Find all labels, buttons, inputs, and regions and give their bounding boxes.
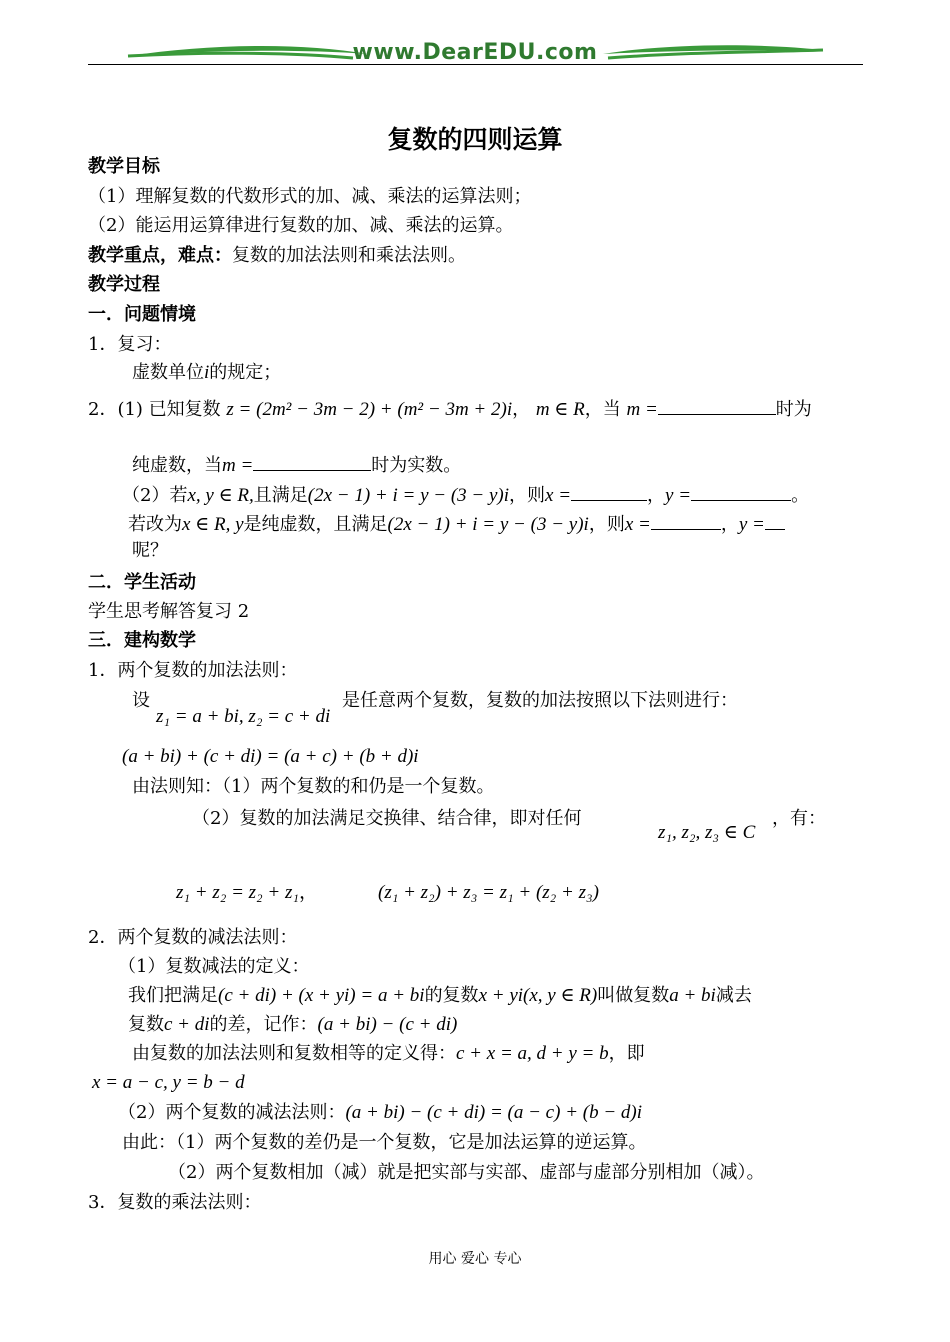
footer-motto: 用心 爱心 专心 [428,1251,522,1267]
focus-line [88,245,466,267]
answer-blank[interactable] [658,396,776,415]
focus-label: 教学重点，难点： [88,245,232,266]
page-title: 复数的四则运算 [387,125,563,154]
imaginary-unit-rule: 虚数单位i的规定； [132,362,282,383]
subtraction-solution: x = a − c, y = b − d [92,1072,245,1093]
addition-desc: 是任意两个复数，复数的加法按照以下法则进行： [342,690,738,711]
review-label: 1．复习： [88,334,172,355]
addition-formula: (a + bi) + (c + di) = (a + c) + (b + d)i [122,746,419,767]
section-2-text: 学生思考解答复习 2 [88,601,250,622]
question-3: （2）若x, y ∈ R,且满足(2x − 1) + i = y − (3 − y)i，则x = ，y = 。 [122,482,809,507]
subtraction-def-line-1: 我们把满足(c + di) + (x + yi) = a + bi的复数x + yi(x, y ∈ R)叫做复数a + bi减去 [128,985,752,1006]
answer-blank[interactable] [765,511,785,530]
addition-let: 设 [132,690,150,711]
goal-item-1: （1）理解复数的代数形式的加、减、乘法的运算法则； [88,186,532,207]
subtraction-def-title: （1）复数减法的定义： [118,956,310,977]
section-3-heading: 三．建构数学 [88,630,196,651]
subtraction-derivation: 由复数的加法法则和复数相等的定义得：c + x = a, d + y = b，即 [132,1043,645,1064]
header-rule [88,64,863,65]
addition-law-set: z₁, z₂, z₃ ∈ C [658,822,756,843]
answer-blank[interactable] [253,452,371,471]
multiplication-title: 3．复数的乘法法则： [88,1192,262,1213]
subtraction-title: 2．两个复数的减法法则： [88,927,298,948]
addition-know: 由法则知：（1）两个复数的和仍是一个复数。 [132,776,495,797]
addition-law: （2）复数的加法满足交换律、结合律，即对任何 [192,808,582,829]
addition-title: 1．两个复数的加法法则： [88,660,298,681]
question-4: 若改为x ∈ R, y是纯虚数，且满足(2x − 1) + i = y − (3 − y)i，则x = ，y = [128,511,785,536]
complex-z-expression: z = (2m² − 3m − 2) + (m² − 3m + 2)i [226,399,513,420]
section-2-heading: 二．学生活动 [88,572,196,593]
goals-heading: 教学目标 [88,156,160,177]
goal-item-2: （2）能运用运算律进行复数的加、减、乘法的运算。 [88,215,514,236]
question-4-end: 呢？ [132,540,168,561]
subtraction-conclusion-2: （2）两个复数相加（减）就是把实部与实部、虚部与虚部分别相加（减）。 [168,1162,765,1183]
answer-blank[interactable] [651,511,721,530]
subtraction-rule: （2）两个复数的减法法则：(a + bi) − (c + di) = (a − c) + (b − d)i [118,1102,643,1123]
answer-blank[interactable] [691,482,791,501]
commutative-law: z₁ + z₂ = z₂ + z₁， [176,882,318,903]
process-heading: 教学过程 [88,274,160,295]
site-url: www.DearEDU.com [352,40,598,65]
associative-law: (z₁ + z₂) + z₃ = z₁ + (z₂ + z₃) [378,882,599,903]
question-2-line-1: 2．(1) 已知复数 z = (2m² − 3m − 2) + (m² − 3m + 2)i， m ∈ R，当 m = 时为 [88,396,812,421]
subtraction-conclusion-1: 由此：（1）两个复数的差仍是一个复数，它是加法运算的逆运算。 [122,1132,647,1153]
focus-text: 复数的加法法则和乘法法则。 [232,245,466,266]
subtraction-def-line-2: 复数c + di的差，记作：(a + bi) − (c + di) [128,1014,458,1035]
section-1-heading: 一．问题情境 [88,304,196,325]
answer-blank[interactable] [571,482,647,501]
addition-law-end: ，有： [772,808,826,829]
addition-z-def: z₁ = a + bi, z₂ = c + di [156,706,331,727]
question-2-line-2: 纯虚数，当m = 时为实数。 [132,452,461,477]
